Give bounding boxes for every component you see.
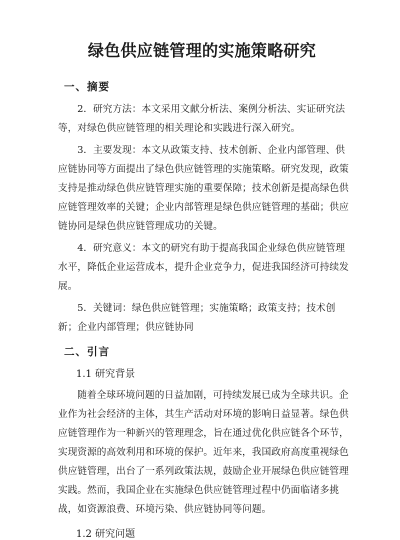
paragraph-background: 随着全球环境问题的日益加剧，可持续发展已成为全球共识。企业作为社会经济的主体，其生产活动对环境的影响日益显著。绿色供应链管理作为一种新兴的管理理念，旨在通过优化供应链各个环节，实现资源的高效利用和环境的保护。近年来，我国政府高度重视绿色供应链管理，出台了一系列政策法规，鼓励企业开展绿色供应链管理实践。然而，我国企业在实施绿色供应链管理过程中仍面临诸多挑战，如资源浪费、环境污染、供应链协同等问题。 (58, 390, 349, 515)
section-heading-abstract: 一、摘要 (64, 81, 110, 93)
paragraph-keywords: 5．关键词：绿色供应链管理；实施策略；政策支持；技术创新；企业内部管理；供应链协同 (58, 303, 336, 333)
subsection-heading-problem: 1.2 研究问题 (76, 529, 136, 540)
subsection-heading-background: 1.1 研究背景 (76, 369, 136, 380)
paragraph-methods: 2．研究方法：本文采用文献分析法、案例分析法、实证研究法等，对绿色供应链管理的相关理论和实践进行深入研究。 (58, 104, 346, 134)
paragraph-findings: 3．主要发现：本文从政策支持、技术创新、企业内部管理、供应链协同等方面提出了绿色供应链管理的实施策略。研究发现，政策支持是推动绿色供应链管理实施的重要保障；技术创新是提高绿色供应链管理效率的关键；企业内部管理是绿色供应链管理的基础；供应链协同是绿色供应链管理成功的关键。 (58, 145, 349, 232)
document-title: 绿色供应链管理的实施策略研究 (87, 41, 317, 60)
paragraph-significance: 4．研究意义：本文的研究有助于提高我国企业绿色供应链管理水平，降低企业运营成本，提升企业竞争力，促进我国经济可持续发展。 (58, 243, 349, 292)
section-heading-introduction: 二、引言 (64, 346, 110, 358)
